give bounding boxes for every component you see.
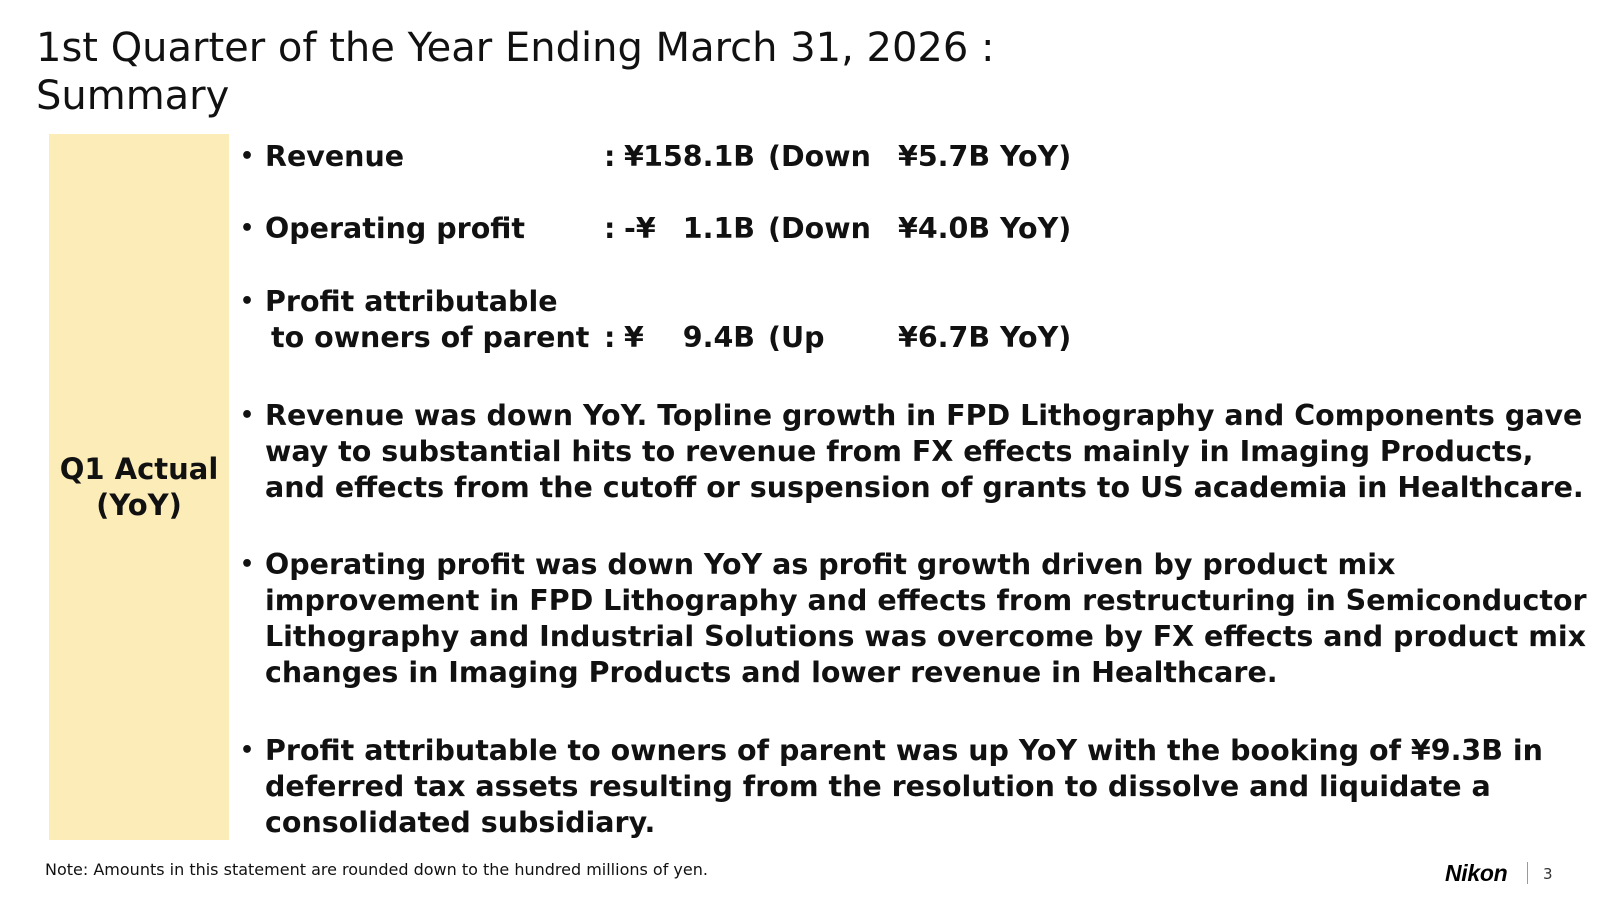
metric-change: ¥6.7B YoY) (898, 321, 1072, 354)
panel-label (60, 451, 219, 523)
metric-colon: : (604, 140, 616, 173)
metric-direction: (Down (768, 140, 871, 173)
paragraph-line: consolidated subsidiary. (265, 806, 656, 839)
bullet-dot: • (240, 216, 255, 241)
metric-direction: (Down (768, 212, 871, 245)
footnote: Note: Amounts in this statement are rounded down to the hundred millions of yen. (45, 860, 708, 879)
paragraph-text (265, 733, 1543, 841)
paragraph-line: improvement in FPD Lithography and effects from restructuring in Semiconductor (265, 584, 1587, 617)
metric-currency: ¥ (624, 321, 644, 354)
panel-label-line-2: (YoY) (96, 488, 182, 522)
paragraph-line: Revenue was down YoY. Topline growth in FPD Lithography and Components gave (265, 399, 1583, 432)
metric-amount: 1.1B (682, 212, 755, 245)
paragraph-line: way to substantial hits to revenue from FX effects mainly in Imaging Products, (265, 435, 1534, 468)
slide-title-line-2: Summary (36, 73, 230, 119)
metric-amount: 9.4B (682, 321, 755, 354)
metric-label-line-1: Profit attributable (265, 285, 558, 318)
metric-label: Revenue (265, 140, 405, 173)
nikon-logo: Nikon (1445, 860, 1508, 886)
footer-divider (1527, 862, 1528, 884)
metric-label-line-2: to owners of parent (271, 321, 590, 354)
slide-title-line-1: 1st Quarter of the Year Ending March 31, 2026 : (36, 25, 995, 71)
metric-change: ¥4.0B YoY) (898, 212, 1072, 245)
paragraph-line: deferred tax assets resulting from the resolution to dissolve and liquidate a (265, 770, 1491, 803)
panel-label-line-1: Q1 Actual (59, 452, 219, 486)
bullet-dot: • (240, 552, 255, 577)
metric-amount: 158.1B (643, 140, 755, 173)
metric-label: Operating profit (265, 212, 526, 245)
metric-direction: (Up (768, 321, 825, 354)
page-number: 3 (1543, 865, 1553, 883)
metric-colon: : (604, 321, 616, 354)
paragraph-text (265, 547, 1587, 691)
paragraph-line: and effects from the cutoff or suspension of grants to US academia in Healthcare. (265, 471, 1584, 504)
paragraph-line: Lithography and Industrial Solutions was overcome by FX effects and product mix (265, 620, 1587, 653)
paragraph-line: Operating profit was down YoY as profit growth driven by product mix (265, 548, 1396, 581)
paragraph-line: Profit attributable to owners of parent was up YoY with the booking of ¥9.3B in (265, 734, 1543, 767)
metric-currency: ¥ (624, 140, 644, 173)
metric-label (265, 284, 589, 356)
paragraph-line: changes in Imaging Products and lower revenue in Healthcare. (265, 656, 1278, 689)
bullet-dot: • (240, 738, 255, 763)
q1-actual-panel (49, 134, 229, 840)
metric-change: ¥5.7B YoY) (898, 140, 1072, 173)
slide-title (36, 24, 995, 120)
metric-colon: : (604, 212, 616, 245)
bullet-dot: • (240, 144, 255, 169)
paragraph-text (265, 398, 1584, 506)
metric-currency: -¥ (624, 212, 656, 245)
bullet-dot: • (240, 403, 255, 428)
bullet-dot: • (240, 289, 255, 314)
